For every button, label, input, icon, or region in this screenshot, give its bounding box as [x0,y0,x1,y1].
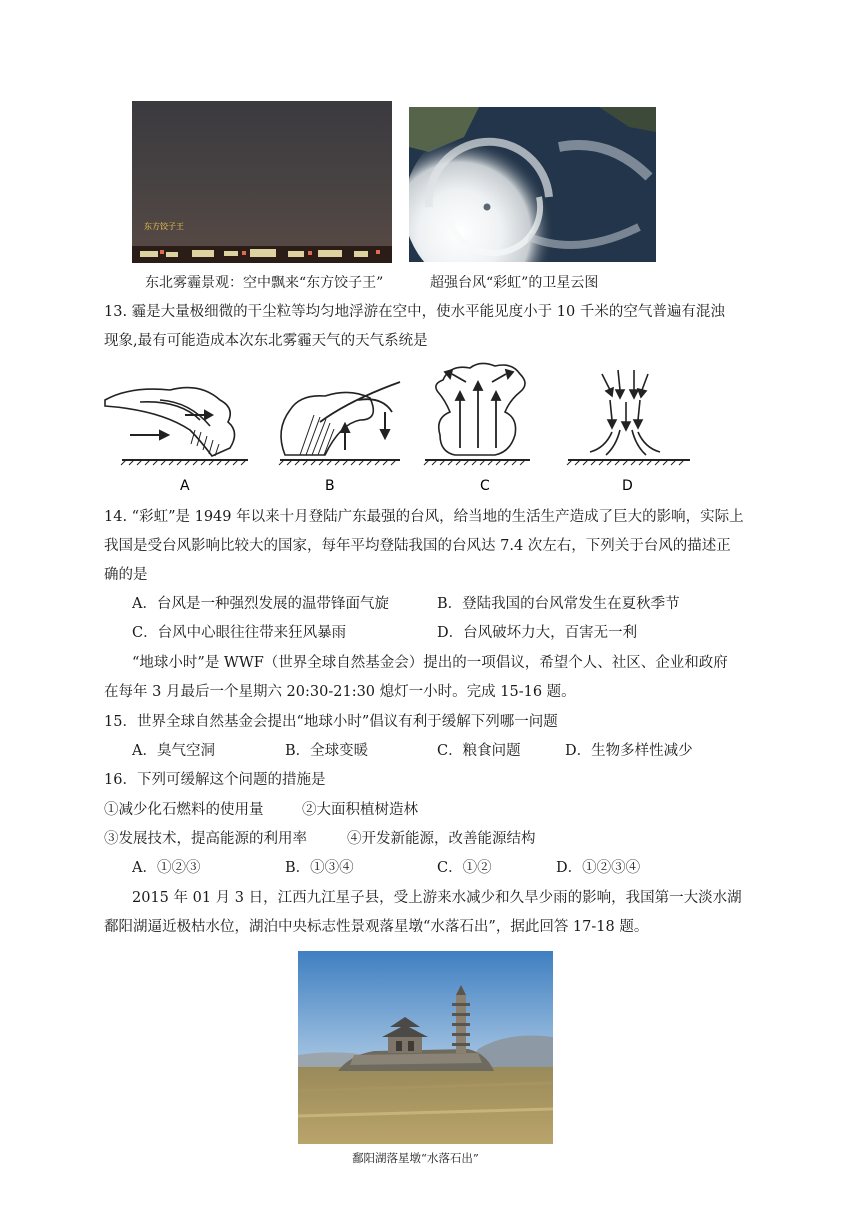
typhoon-satellite-photo [409,107,656,262]
diagram-label-a: A [180,478,190,494]
q14-option-b: B．登陆我国的台风常发生在夏秋季节 [437,596,680,612]
q16-item-4: ④开发新能源，改善能源结构 [347,831,536,847]
poyang-lake-photo [298,951,553,1144]
diagram-label-b: B [325,478,335,494]
intro-15-line2: 在每年 3 月最后一个星期六 20:30-21:30 熄灯一小时。完成 15-16 题。 [104,684,576,700]
q15-option-c: C．粮食问题 [437,743,521,759]
q16-option-a: A．①②③ [132,860,201,876]
q14-stem-line2: 我国是受台风影响比较大的国家，每年平均登陆我国的台风达 7.4 次左右，下列关于台风的描述正 [104,538,731,554]
q16-item-1: ①减少化石燃料的使用量 [104,802,264,818]
q15-option-b: B．全球变暖 [285,743,369,759]
q14-stem-line1: 14. “彩虹”是 1949 年以来十月登陆广东最强的台风，给当地的生活生产造成了巨大的影响，实际上 [104,509,744,525]
q16-stem: 16．下列可缓解这个问题的措施是 [104,772,326,788]
q16-option-d: D．①②③④ [556,860,641,876]
weather-system-diagrams [100,360,700,500]
q16-item-3: ③发展技术，提高能源的利用率 [104,831,307,847]
intro-17-line2: 鄱阳湖逼近极枯水位，湖泊中央标志性景观落星墩“水落石出”，据此回答 17-18 题。 [104,919,649,935]
q13-stem-line2: 现象,最有可能造成本次东北雾霾天气的天气系统是 [104,333,428,349]
q15-option-a: A．臭气空洞 [132,743,215,759]
intro-17-line1: 2015 年 01 月 3 日，江西九江星子县，受上游来水减少和久旱少雨的影响，我国第一大淡水湖 [132,890,742,906]
q14-stem-line3: 确的是 [104,567,148,583]
q15-stem: 15．世界全球自然基金会提出“地球小时”倡议有利于缓解下列哪一问题 [104,714,558,730]
smog-photo [132,101,392,263]
q16-option-b: B．①③④ [285,860,354,876]
smog-sign-text: 东方饺子王 [144,222,184,231]
q14-option-a: A．台风是一种强烈发展的温带锋面气旋 [132,596,389,612]
q15-option-d: D．生物多样性减少 [565,743,693,759]
q16-option-c: C．①② [437,860,492,876]
q16-item-2: ②大面积植树造林 [302,802,418,818]
q14-option-c: C．台风中心眼往往带来狂风暴雨 [132,625,347,641]
typhoon-caption: 超强台风“彩虹”的卫星云图 [430,275,599,291]
q13-stem-line1: 13. 霾是大量极细微的干尘粒等均匀地浮游在空中，使水平能见度小于 10 千米的空气普遍有混浊 [104,304,725,320]
diagram-label-d: D [622,478,633,494]
q14-option-d: D．台风破坏力大，百害无一利 [437,625,638,641]
intro-15-line1: “地球小时”是 WWF（世界全球自然基金会）提出的一项倡议，希望个人、社区、企业和政府 [132,655,728,671]
smog-caption: 东北雾霾景观：空中飘来“东方饺子王” [145,275,384,291]
lake-photo-caption: 鄱阳湖落星墩“水落石出” [352,1151,479,1165]
diagram-label-c: C [480,478,490,494]
